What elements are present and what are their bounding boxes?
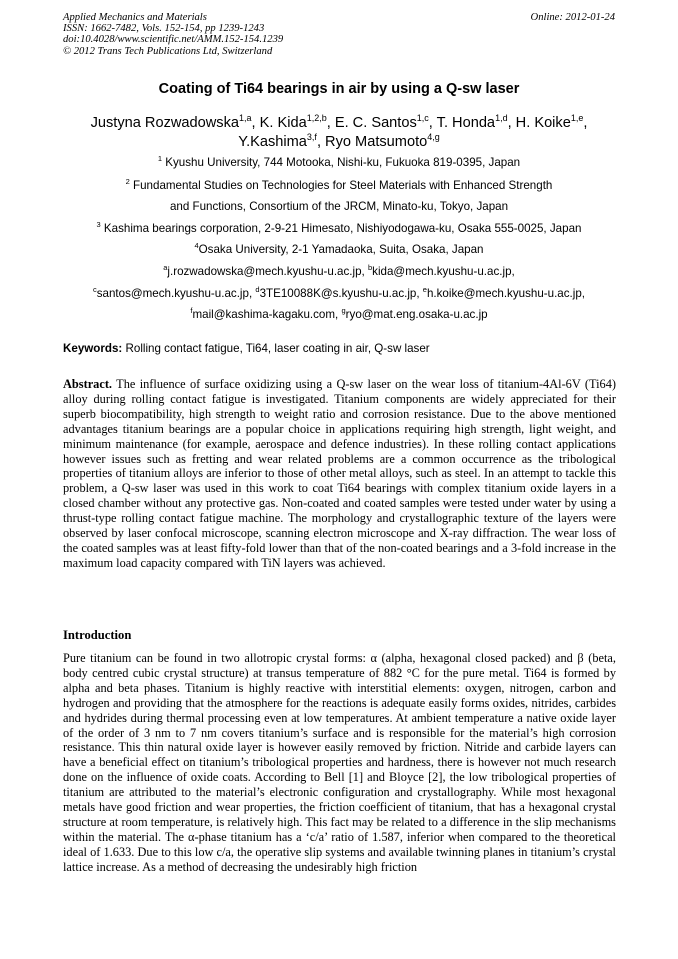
email-line-2 (30, 287, 648, 301)
paper-title: Coating of Ti64 bearings in air by using a Q-sw laser (158, 81, 520, 97)
email-sup: f (190, 306, 193, 316)
online-date: Online: 2012-01-24 (530, 12, 615, 23)
email-address: ryo@mat.eng.osaka-u.ac.jp (345, 308, 488, 321)
author-line-2 (40, 133, 638, 152)
author-sup: 1,e (570, 113, 584, 124)
email-sup: c (92, 285, 97, 295)
copyright-line: © 2012 Trans Tech Publications Ltd, Switzerland (63, 45, 273, 57)
abstract-text: The influence of surface oxidizing using a Q-sw laser on the wear loss of titanium-4Al-6V (Ti64) alloy during rolling contact fatigue is investigated. Titanium components are widely appreciated for their superb biocompatibility, high strength to weight ratio and corrosion resistance. Due to the above mentioned advantages titanium bearings are a popular choice in applications requiring high strength, light weight, and minimum maintenance (for example, aerospace and defence industries). In these rolling contact applications however issues such as fretting and wear related problems are a common occurrence as the tribological properties of titanium alloys are inferior to those of other metal alloys, such as steel. In an attempt to tackle this problem, a Q-sw laser was used in this work to coat Ti64 bearings with complex titanium oxide layers in a closed chamber without any protective gas. Non-coated and coated samples were tested under water by using a thrust-type rolling contact fatigue machine. The morphology and crystallographic texture of the layers were observed by laser confocal microscope, scanning electron microscope and X-ray diffraction. The wear loss of the coated samples was at least fifty-fold lower than that of the non-coated bearings and a 3-fold increase in the maximum load capacity compared with TiN layers was achieved. (63, 377, 616, 570)
author-line-1 (40, 114, 638, 133)
author-name: Justyna Rozwadowska (90, 115, 240, 131)
author-list (40, 114, 638, 152)
affiliation-text: Kyushu University, 744 Motooka, Nishi-ku, Fukuoka 819-0395, Japan (162, 156, 521, 169)
author-sup: 1,c (416, 113, 429, 124)
doi-line: doi:10.4028/www.scientific.net/AMM.152-154.1239 (63, 34, 284, 46)
introduction-text: Pure titanium can be found in two allotropic crystal forms: α (alpha, hexagonal closed packed) and β (beta, body centred cubic crystal structure) at transus temperature of 882 °C for the pure metal. Ti64 is formed by alpha and beta phases. Titanium is highly reactive with interstitial elements: oxygen, nitrogen, carbon and hydrogen and providing that the atmosphere for the reactions is adequate easily forms oxides, nitrides, carbides and hydrides during thermal processing even at low temperatures. At ambient temperature a native oxide layer of the order of 3 nm to 7 nm covers titanium’s surface and is responsible for the material’s high corrosion resistance. This thin natural oxide layer is however easily removed by friction. Nitride and carbide layers can have a beneficial effect on titanium’s tribological properties and hardness, there is however not much research done on the influence of oxide coats. According to Bell [1] and Bloyce [2], the low tribological properties of titanium are attributed to the material’s electronic configuration and crystallography. While most hexagonal metals have good friction and wear properties, the friction coefficient of titanium, that has a hexagonal crystal structure at room temperature, is relatively high. This fact may be related to a difference in the slip mechanisms within the material. The α-phase titanium has a ‘c/a’ ratio of 1.587, inferior when compared to the theoretical ideal of 1.633. Due to this low c/a, the operative slip systems and available twinning planes in titanium’s crystal lattice increase. As a method of decreasing the undesirably high friction (63, 651, 616, 874)
author-name: Y.Kashima (238, 134, 307, 150)
introduction-heading: Introduction (63, 628, 132, 642)
affiliation-2-cont: and Functions, Consortium of the JRCM, Minato-ku, Tokyo, Japan (169, 200, 509, 213)
affiliation-2 (30, 179, 648, 193)
email-sup: a (163, 263, 168, 273)
journal-name: Applied Mechanics and Materials (63, 12, 207, 23)
author-name: , Ryo Matsumoto (316, 134, 428, 150)
email-address: santos@mech.kyushu-u.ac.jp, (96, 287, 256, 300)
email-address: h.koike@mech.kyushu-u.ac.jp, (426, 287, 586, 300)
author-sup: 1,d (495, 113, 508, 124)
keywords (63, 342, 430, 355)
keywords-label: Keywords: (63, 342, 123, 355)
author-name: , T. Honda (428, 115, 496, 131)
affiliation-text: Kashima bearings corporation, 2-9-21 Himesato, Nishiyodogawa-ku, Osaka 555-0025, Japan (100, 222, 582, 235)
email-address: j.rozwadowska@mech.kyushu-u.ac.jp, (167, 265, 368, 278)
author-name: , K. Kida (251, 115, 307, 131)
affiliation-sup: 4 (194, 241, 199, 251)
author-sup: 1,a (239, 113, 252, 124)
issn-line: ISSN: 1662-7482, Vols. 152-154, pp 1239-1243 (63, 23, 265, 35)
email-sup: d (255, 285, 260, 295)
email-address: mail@kashima-kagaku.com, (192, 308, 342, 321)
email-sup: g (341, 306, 346, 316)
email-sup: e (422, 285, 427, 295)
abstract (63, 377, 616, 571)
author-sup: 3,f (306, 132, 317, 143)
keywords-text: Rolling contact fatigue, Ti64, laser coating in air, Q-sw laser (122, 342, 430, 355)
author-separator: , (583, 115, 588, 131)
affiliation-sup: 3 (96, 220, 101, 230)
author-name: , H. Koike (507, 115, 571, 131)
author-name: , E. C. Santos (326, 115, 417, 131)
email-line-1 (30, 265, 648, 279)
email-line-3 (30, 308, 648, 322)
affiliation-text: Fundamental Studies on Technologies for Steel Materials with Enhanced Strength (129, 179, 553, 192)
email-address: kida@mech.kyushu-u.ac.jp, (372, 265, 515, 278)
email-sup: b (367, 263, 373, 273)
affiliation-text: Osaka University, 2-1 Yamadaoka, Suita, Osaka, Japan (198, 243, 484, 256)
journal-header (63, 12, 283, 57)
affiliation-1 (30, 156, 648, 170)
affiliation-sup: 2 (125, 177, 130, 187)
email-address: 3TE10088K@s.kyushu-u.ac.jp, (259, 287, 423, 300)
affiliation-4 (30, 243, 648, 257)
author-sup: 4,g (427, 132, 440, 143)
author-sup: 1,2,b (306, 113, 327, 124)
abstract-label: Abstract. (63, 377, 113, 391)
affiliation-3 (30, 222, 648, 236)
affiliation-sup: 1 (157, 154, 163, 164)
